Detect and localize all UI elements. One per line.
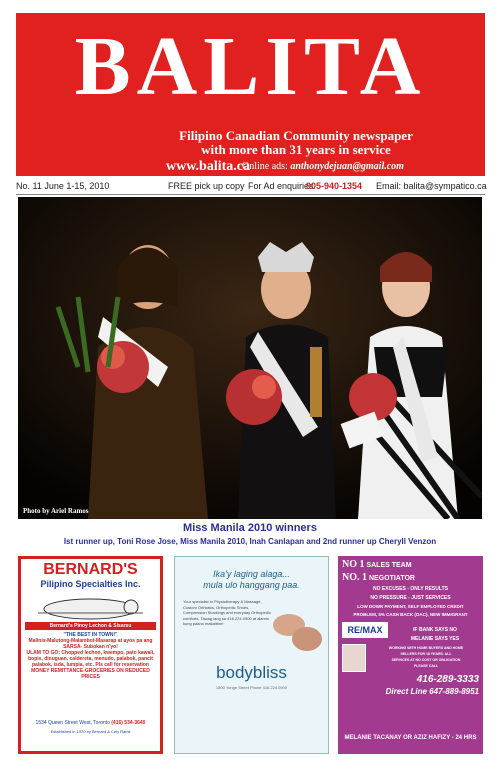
remax-small-3: SERVICES AT NO COST OR OBLIGATION [391, 658, 461, 662]
agent-photo [342, 644, 366, 672]
remax-melanie-says-yes: MELANIE SAYS YES [410, 636, 460, 642]
tagline-line-1: Filipino Canadian Community newspaper [179, 128, 413, 143]
bodybliss-headline-1: Ika'y laging alaga... [213, 569, 290, 579]
bernards-title: BERNARD'S [43, 561, 138, 578]
remax-line-1: NO 1 SALES TEAM [342, 559, 412, 570]
bernards-established: Established in 1970 by Bernard & Cely Ramil [50, 729, 131, 734]
cover-photo [18, 197, 482, 519]
remax-logo: RE/MAX [342, 622, 388, 638]
remax-bank-says-no: IF BANK SAYS NO [413, 627, 457, 633]
bernards-line-2: ULAM TO GO: Chopped lechon, kwempo, pato kawali, bopis, dinuguan, caldereta, menudo, palabok, pancit palabok, isda, lumpia, etc. Pls call for reservation [26, 650, 155, 668]
photo-caption-subtitle: Ist runner up, Toni Rose Jose, Miss Manila 2010, Inah Canlapan and 2nd runner up Cheryll Venzon [63, 537, 437, 546]
remax-ad[interactable] [338, 556, 483, 754]
free-copy-note: FREE pick up copy [168, 181, 245, 191]
issue-info-strip [16, 180, 485, 194]
bernards-tagline: Bernard's Pinoy Lechon & Sisarsu [25, 622, 156, 630]
online-ads-email[interactable]: anthonydejuan@gmail.com [290, 161, 404, 172]
masthead [16, 13, 485, 176]
bernards-address [21, 720, 160, 726]
ad-enquiries-label: For Ad enquiries [248, 181, 314, 191]
photo-caption-title: Miss Manila 2010 winners [183, 522, 317, 534]
bodybliss-logo: bodybliss [216, 663, 287, 682]
bernards-line-1: Malinis-Malutong-Malambot-Masarap at ayos pa ang SARSA- Subokan n'yo! [28, 638, 153, 650]
divider [16, 194, 485, 195]
site-url-link[interactable]: www.balita.ca [166, 159, 250, 174]
remax-line-2: NO. 1 NEGOTIATOR [342, 572, 415, 583]
online-ads-label: Online ads: [242, 161, 288, 172]
remax-phone[interactable]: 416-289-3333 [416, 674, 479, 685]
bodybliss-body: Your specialist in Physiotherapy & Massage, Custom Orthotics, Orthopedic Shoes, Compression Stockings and everyday Orthopedic comforts. Tawag lang sa 416.224.0900 at alamin kung paano makalibre! [183, 599, 271, 626]
bodybliss-headline-2: mula ulo hanggang paa. [203, 580, 300, 590]
roast-pig-icon [33, 593, 148, 621]
bernards-line-3: MONEY REMITTANCE-GROCERIES ON REDUCED PRICES [31, 668, 150, 680]
newspaper-title: BALITA [74, 20, 427, 113]
remax-footer: MELANIE TACANAY OR AZIZ HAFIZY - 24 HRS [344, 735, 477, 741]
bernards-ad[interactable] [18, 556, 163, 754]
remax-line-4: NO PRESSURE - JUST SERVICES [370, 595, 451, 601]
masthead-tagline [136, 129, 456, 157]
ad-phone[interactable]: 905-940-1354 [306, 181, 363, 191]
online-ads-text [242, 161, 404, 172]
remax-small-1: WORKING WITH HOME BUYERS AND HOME [388, 646, 464, 650]
bernards-menu-text [24, 632, 157, 680]
issue-number: No. 11 June 1-15, 2010 [16, 181, 110, 191]
bernards-subtitle: Pilipino Specialties Inc. [40, 579, 141, 589]
bernards-best: "THE BEST IN TOWN!" [63, 632, 118, 638]
remax-direct-line[interactable]: Direct Line 647-889-8951 [385, 687, 479, 696]
remax-small-4: PLEASE CALL [413, 664, 439, 668]
remax-line-3: NO EXCUSES - ONLY RESULTS [373, 586, 448, 592]
remax-line-5: LOW DOWN PAYMENT, SELF EMPLOYED CREDIT [357, 604, 464, 609]
tagline-line-2: with more than 31 years in service [201, 142, 391, 157]
bernards-phone[interactable]: (416) 534-3640 [111, 720, 146, 726]
pageant-photo-illustration [18, 197, 482, 519]
remax-small-2: SELLERS FOR 18 YEARS. ALL [400, 652, 452, 656]
remax-line-6: PROBLEM, 5% CASH BACK (OAC), NEW IMMIGRANT [353, 612, 468, 617]
bernards-street: 1534 Queen Street West, Toronto [35, 720, 110, 726]
bodybliss-ad[interactable] [174, 556, 329, 754]
bodybliss-address: 1500 Yonge Street Phone 416.224.0900 [215, 685, 288, 690]
photo-credit: Photo by Ariel Ramos [23, 507, 89, 515]
hands-feet-icon [271, 609, 323, 655]
contact-email[interactable]: Email: balita@sympatico.ca [376, 181, 487, 191]
